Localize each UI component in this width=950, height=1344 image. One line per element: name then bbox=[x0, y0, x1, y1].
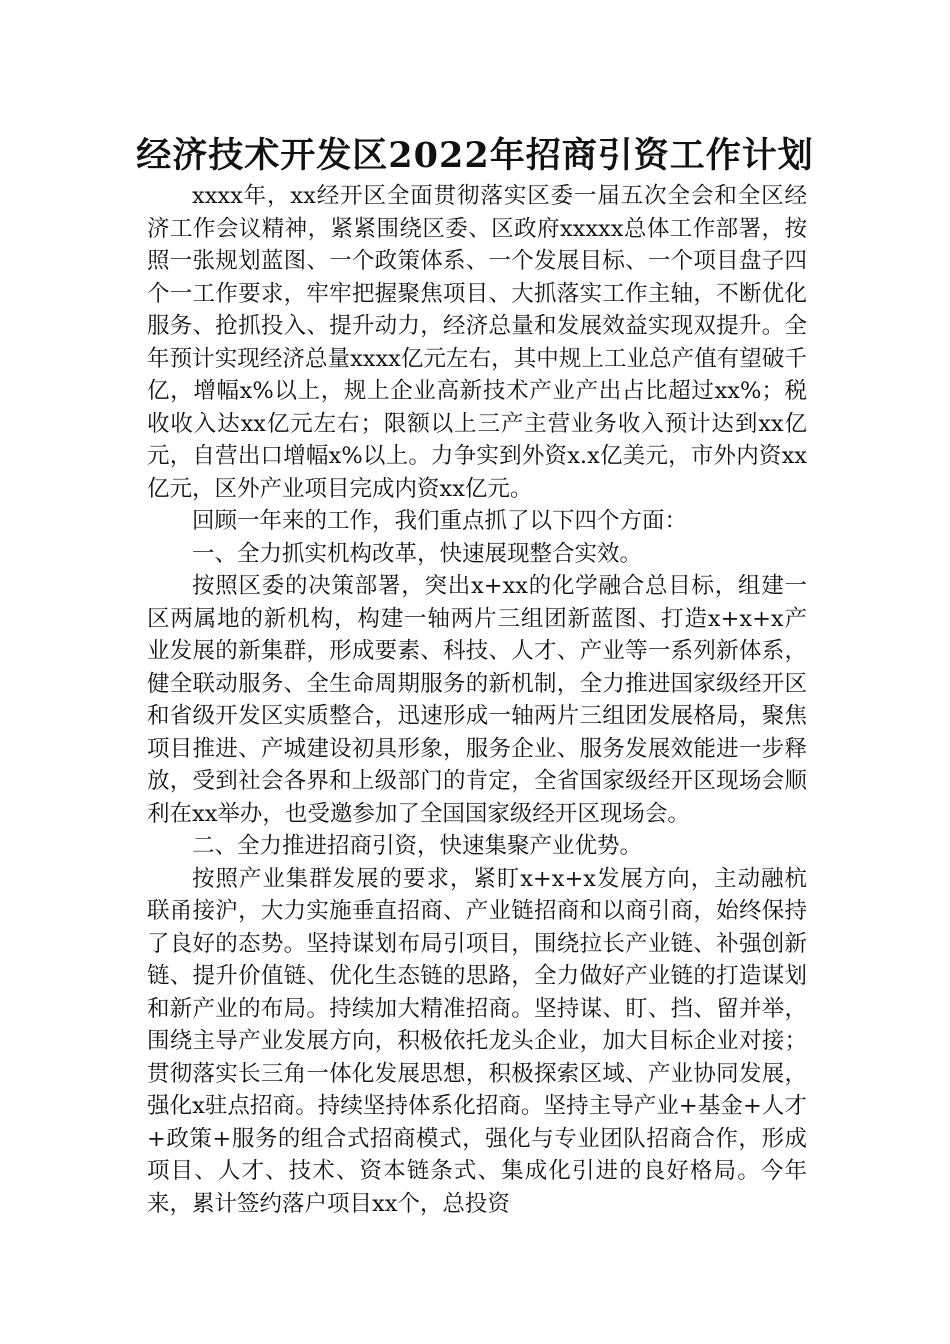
section-heading-2: 二、全力推进招商引资，快速集聚产业优势。 bbox=[192, 833, 643, 859]
section-heading-1: 一、全力抓实机构改革，快速展现整合实效。 bbox=[192, 540, 643, 567]
paragraph-intro: xxxx年，xx经开区全面贯彻落实区委一届五次全会和全区经济工作会议精神，紧紧围绕区委、区政府xxxxx总体工作部署，按照一张规划蓝图、一个政策体系、一个发展目标、一个项目盘子四个一工作要求，牢牢把握聚焦项目、大抓落实工作主轴，不断优化服务、抢抓投入、提升动力，经济总量和发展效益实现双提升。全年预计实现经济总量xxxx亿元左右，其中规上工业总产值有望破千亿，增幅x%以上，规上企业高新技术产业产出占比超过xx%；税收收入达xx亿元左右；限额以上三产主营业务收入预计达到xx亿元，自营出口增幅x%以上。力争实到外资x.x亿美元，市外内资xx亿元，区外产业项目完成内资xx亿元。 bbox=[147, 183, 807, 502]
paragraph-section-2: 按照产业集群发展的要求，紧盯x+x+x发展方向，主动融杭联甬接沪，大力实施垂直招商、产业链招商和以商引商，始终保持了良好的态势。坚持谋划布局引项目，围绕拉长产业链、补强创新链、提升价值链、优化生态链的思路，全力做好产业链的打造谋划和新产业的布局。持续加大精准招商。坚持谋、盯、挡、留并举，围绕主导产业发展方向，积极依托龙头企业，加大目标企业对接；贯彻落实长三角一体化发展思想，积极探索区域、产业协同发展，强化x驻点招商。持续坚持体系化招商。坚持主导产业+基金+人才+政策+服务的组合式招商模式，强化与专业团队招商合作，形成项目、人才、技术、资本链条式、集成化引进的良好格局。今年来，累计签约落户项目xx个，总投资 bbox=[147, 865, 807, 1217]
document-title: 经济技术开发区2022年招商引资工作计划 bbox=[136, 135, 814, 176]
document-body bbox=[147, 180, 807, 1220]
paragraph-review: 回顾一年来的工作，我们重点抓了以下四个方面： bbox=[192, 508, 688, 534]
paragraph-section-1: 按照区委的决策部署，突出x+xx的化学融合总目标，组建一区两属地的新机构，构建一轴两片三组团新蓝图、打造x+x+x产业发展的新集群，形成要素、科技、人才、产业等一系列新体系，健全联动服务、全生命周期服务的新机制，全力推进国家级经开区和省级开发区实质整合，迅速形成一轴两片三组团发展格局，聚焦项目推进、产城建设初具形象，服务企业、服务发展效能进一步释放，受到社会各界和上级部门的肯定，全省国家级经开区现场会顺利在xx举办，也受邀参加了全国国家级经开区现场会。 bbox=[147, 573, 807, 827]
